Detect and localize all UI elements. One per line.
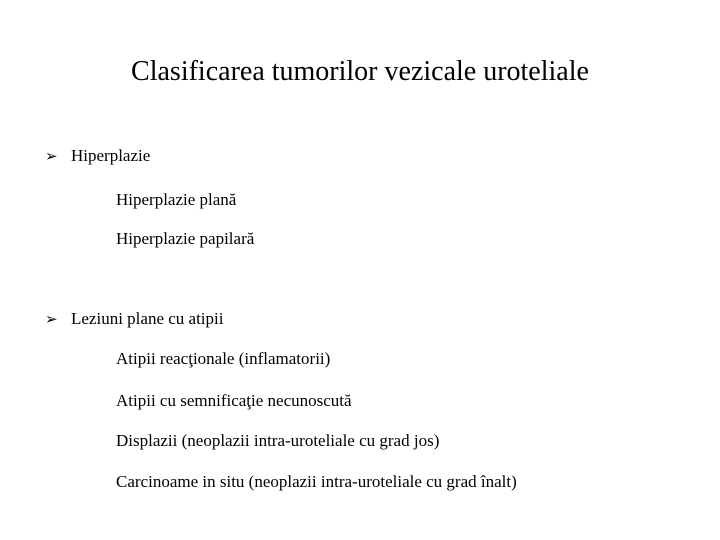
slide-title: Clasificarea tumorilor vezicale uroteliale xyxy=(131,56,589,87)
list-item: Hiperplazie papilară xyxy=(116,229,255,248)
bullet-label: Leziuni plane cu atipii xyxy=(71,309,224,328)
arrowhead-bullet-icon: ➢ xyxy=(45,147,58,165)
list-item: Atipii reacţionale (inflamatorii) xyxy=(116,349,331,368)
bullet-hiperplazie xyxy=(45,145,150,167)
list-item: Atipii cu semnificaţie necunoscută xyxy=(116,391,352,410)
arrowhead-bullet-icon: ➢ xyxy=(45,310,58,328)
list-item: Hiperplazie plană xyxy=(116,190,237,209)
bullet-label: Hiperplazie xyxy=(71,146,151,165)
list-item: Carcinoame in situ (neoplazii intra-uroteliale cu grad înalt) xyxy=(116,472,517,491)
list-item: Displazii (neoplazii intra-uroteliale cu grad jos) xyxy=(116,431,440,450)
bullet-leziuni-plane xyxy=(45,308,223,330)
